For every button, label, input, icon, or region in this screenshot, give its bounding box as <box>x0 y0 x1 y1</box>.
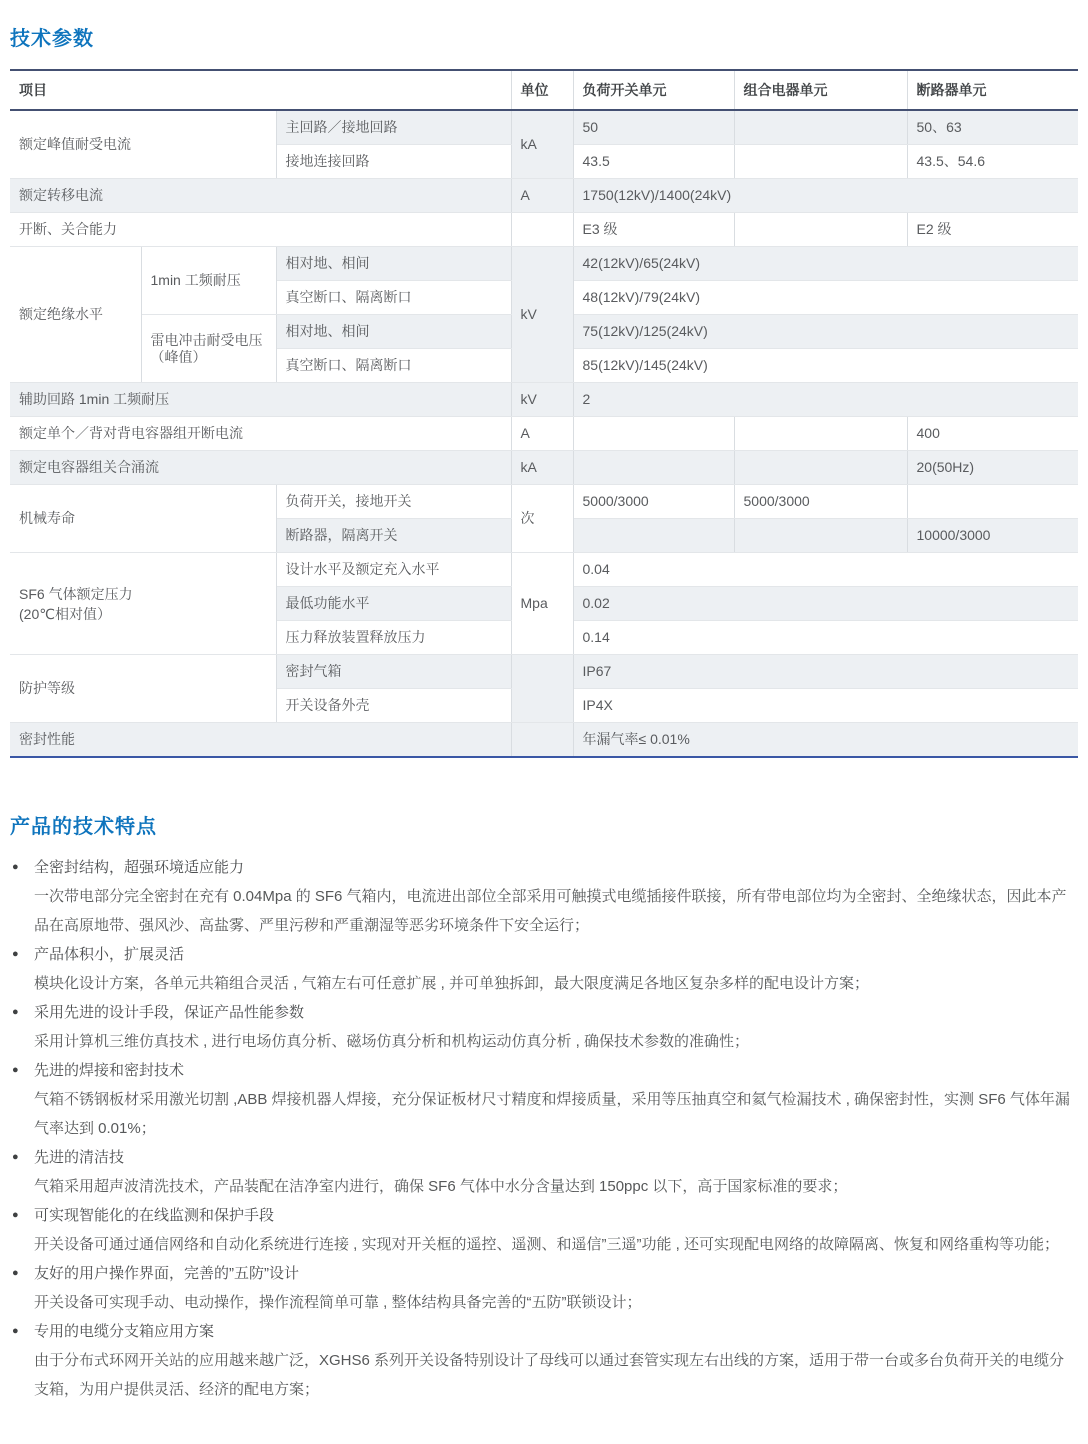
table-header <box>10 70 1078 110</box>
value-cell <box>734 451 907 485</box>
value-cell: 1750(12kV)/1400(24kV) <box>573 179 1078 213</box>
value-cell: 75(12kV)/125(24kV) <box>573 315 1078 349</box>
table-row <box>10 213 1078 247</box>
bullet-icon: ● <box>12 1325 19 1337</box>
feature-body: 模块化设计方案，各单元共箱组合灵活 , 气箱左右可任意扩展 , 并可单独拆卸，最大限度满足各地区复杂多样的配电设计方案； <box>34 975 870 992</box>
feature-title <box>10 1201 1078 1230</box>
value-cell: 43.5、54.6 <box>907 145 1078 179</box>
value-cell: 10000/3000 <box>907 519 1078 553</box>
value-cell: 42(12kV)/65(24kV) <box>573 247 1078 281</box>
bullet-icon: ● <box>12 1064 19 1076</box>
feature-title-text: 先进的清洁技 <box>34 1149 125 1166</box>
value-cell <box>907 485 1078 519</box>
row-label-cell: 辅助回路 1min 工频耐压 <box>10 383 511 417</box>
feature-title <box>10 1317 1078 1346</box>
section-title-features: 产品的技术特点 <box>10 816 157 838</box>
value-cell: 48(12kV)/79(24kV) <box>573 281 1078 315</box>
feature-body: 开关设备可实现手动、电动操作，操作流程简单可靠 , 整体结构具备完善的“五防”联锁设计； <box>34 1294 642 1311</box>
unit-cell: kA <box>511 451 573 485</box>
feature-body: 一次带电部分完全密封在充有 0.04Mpa 的 SF6 气箱内，电流进出部位全部采用可触摸式电缆插接件联接，所有带电部位均为全密封、全绝缘状态，因此本产品在高原地带、强风沙、高盐雾、严里污秽和严重潮湿等恶劣环境条件下安全运行； <box>34 888 1067 934</box>
feature-body: 气箱采用超声波清洗技术，产品装配在洁净室内进行，确保 SF6 气体中水分含量达到 150ppc 以下，高于国家标准的要求； <box>34 1178 848 1195</box>
value-cell: 20(50Hz) <box>907 451 1078 485</box>
table-row <box>10 723 1078 758</box>
sub-label-cell: 真空断口、隔离断口 <box>276 349 511 383</box>
value-cell: IP4X <box>573 689 1078 723</box>
value-cell: IP67 <box>573 655 1078 689</box>
unit-cell: A <box>511 179 573 213</box>
list-item <box>10 1056 1078 1143</box>
value-cell: 50、63 <box>907 110 1078 145</box>
feature-title <box>10 1143 1078 1172</box>
table-row <box>10 451 1078 485</box>
value-cell: 85(12kV)/145(24kV) <box>573 349 1078 383</box>
unit-cell: kA <box>511 110 573 179</box>
row-label-cell: 额定电容器组关合涌流 <box>10 451 511 485</box>
table-row <box>10 485 1078 519</box>
bullet-icon: ● <box>12 861 19 873</box>
section-title-tech-params: 技术参数 <box>10 28 94 50</box>
row-label-line1: SF6 气体额定压力 <box>19 585 133 602</box>
unit-cell: A <box>511 417 573 451</box>
sub-label-cell: 断路器，隔离开关 <box>276 519 511 553</box>
list-item <box>10 998 1078 1056</box>
header-breaker-unit: 断路器单元 <box>907 70 1078 110</box>
header-load-switch-unit: 负荷开关单元 <box>573 70 734 110</box>
list-item <box>10 853 1078 940</box>
unit-cell: 次 <box>511 485 573 553</box>
value-cell <box>573 451 734 485</box>
feature-title <box>10 998 1078 1027</box>
feature-body: 开关设备可通过通信网络和自动化系统进行连接 , 实现对开关框的遥控、遥测、和遥信”三遥”功能 , 还可实现配电网络的故障隔离、恢复和网络重构等功能； <box>34 1236 1060 1253</box>
value-cell: 年漏气率≤ 0.01% <box>573 723 1078 758</box>
value-cell: 5000/3000 <box>573 485 734 519</box>
feature-body: 由于分布式环网开关站的应用越来越广泛，XGHS6 系列开关设备特别设计了母线可以通过套管实现左右出线的方案，适用于带一台或多台负荷开关的电缆分支箱，为用户提供灵活、经济的配电方案； <box>34 1352 1065 1398</box>
row-label-cell: 额定单个／背对背电容器组开断电流 <box>10 417 511 451</box>
feature-title <box>10 1259 1078 1288</box>
feature-body: 采用计算机三维仿真技术 , 进行电场仿真分析、磁场仿真分析和机构运动仿真分析 , 确保技术参数的准确性； <box>34 1033 750 1050</box>
value-cell: 0.14 <box>573 621 1078 655</box>
value-cell: 5000/3000 <box>734 485 907 519</box>
group-label-cell: 1min 工频耐压 <box>141 247 276 315</box>
sub-label-cell: 负荷开关，接地开关 <box>276 485 511 519</box>
unit-cell <box>511 655 573 723</box>
value-cell: 400 <box>907 417 1078 451</box>
row-label-cell: 防护等级 <box>10 655 276 723</box>
value-cell: 50 <box>573 110 734 145</box>
feature-body: 气箱不锈钢板材采用激光切割 ,ABB 焊接机器人焊接，充分保证板材尺寸精度和焊接质量，采用等压抽真空和氦气检漏技术 , 确保密封性，实测 SF6 气体年漏气率达到 0.01%； <box>34 1091 1070 1137</box>
row-label-cell: 开断、关合能力 <box>10 213 511 247</box>
table-row <box>10 383 1078 417</box>
feature-title <box>10 940 1078 969</box>
value-cell <box>734 417 907 451</box>
value-cell <box>734 519 907 553</box>
table-row <box>10 179 1078 213</box>
unit-cell: kV <box>511 383 573 417</box>
table-row <box>10 655 1078 689</box>
header-combined-unit: 组合电器单元 <box>734 70 907 110</box>
row-label-cell: 机械寿命 <box>10 485 276 553</box>
bullet-icon: ● <box>12 1006 19 1018</box>
feature-title-text: 先进的焊接和密封技术 <box>34 1062 185 1079</box>
sub-label-cell: 设计水平及额定充入水平 <box>276 553 511 587</box>
bullet-icon: ● <box>12 1267 19 1279</box>
value-cell <box>573 519 734 553</box>
unit-cell <box>511 723 573 758</box>
table-row <box>10 110 1078 145</box>
tech-params-table <box>10 69 1078 758</box>
bullet-icon: ● <box>12 1209 19 1221</box>
value-cell: 0.04 <box>573 553 1078 587</box>
unit-cell: kV <box>511 247 573 383</box>
sub-label-cell: 密封气箱 <box>276 655 511 689</box>
header-unit: 单位 <box>511 70 573 110</box>
row-label-cell: 额定峰值耐受电流 <box>10 110 276 179</box>
table-row <box>10 553 1078 587</box>
feature-title-text: 友好的用户操作界面，完善的”五防”设计 <box>34 1265 299 1282</box>
value-cell <box>573 417 734 451</box>
value-cell: 0.02 <box>573 587 1078 621</box>
features-list <box>10 853 1078 1404</box>
table-row <box>10 417 1078 451</box>
row-label-cell <box>10 553 276 655</box>
list-item <box>10 940 1078 998</box>
sub-label-cell: 接地连接回路 <box>276 145 511 179</box>
header-item: 项目 <box>10 70 511 110</box>
value-cell <box>734 213 907 247</box>
list-item <box>10 1143 1078 1201</box>
value-cell: 43.5 <box>573 145 734 179</box>
value-cell: E3 级 <box>573 213 734 247</box>
feature-title <box>10 853 1078 882</box>
row-label-cell: 额定绝缘水平 <box>10 247 141 383</box>
bullet-icon: ● <box>12 1151 19 1163</box>
bullet-icon: ● <box>12 948 19 960</box>
unit-cell: Mpa <box>511 553 573 655</box>
list-item <box>10 1201 1078 1259</box>
sub-label-cell: 开关设备外壳 <box>276 689 511 723</box>
list-item <box>10 1317 1078 1404</box>
feature-title-text: 产品体积小，扩展灵活 <box>34 946 185 963</box>
feature-title-text: 全密封结构，超强环境适应能力 <box>34 859 245 876</box>
feature-title-text: 可实现智能化的在线监测和保护手段 <box>34 1207 275 1224</box>
feature-title <box>10 1056 1078 1085</box>
sub-label-cell: 压力释放装置释放压力 <box>276 621 511 655</box>
row-label-cell: 密封性能 <box>10 723 511 758</box>
sub-label-cell: 相对地、相间 <box>276 315 511 349</box>
row-label-cell: 额定转移电流 <box>10 179 511 213</box>
value-cell <box>734 145 907 179</box>
group-label-cell: 雷电冲击耐受电压（峰值） <box>141 315 276 383</box>
sub-label-cell: 主回路／接地回路 <box>276 110 511 145</box>
feature-title-text: 采用先进的设计手段，保证产品性能参数 <box>34 1004 305 1021</box>
value-cell: E2 级 <box>907 213 1078 247</box>
row-label-line2: (20℃相对值） <box>19 605 111 622</box>
table-row <box>10 247 1078 281</box>
sub-label-cell: 最低功能水平 <box>276 587 511 621</box>
sub-label-cell: 相对地、相间 <box>276 247 511 281</box>
value-cell <box>734 110 907 145</box>
sub-label-cell: 真空断口、隔离断口 <box>276 281 511 315</box>
value-cell: 2 <box>573 383 1078 417</box>
feature-title-text: 专用的电缆分支箱应用方案 <box>34 1323 215 1340</box>
list-item <box>10 1259 1078 1317</box>
features-section <box>10 810 1078 1404</box>
unit-cell <box>511 213 573 247</box>
